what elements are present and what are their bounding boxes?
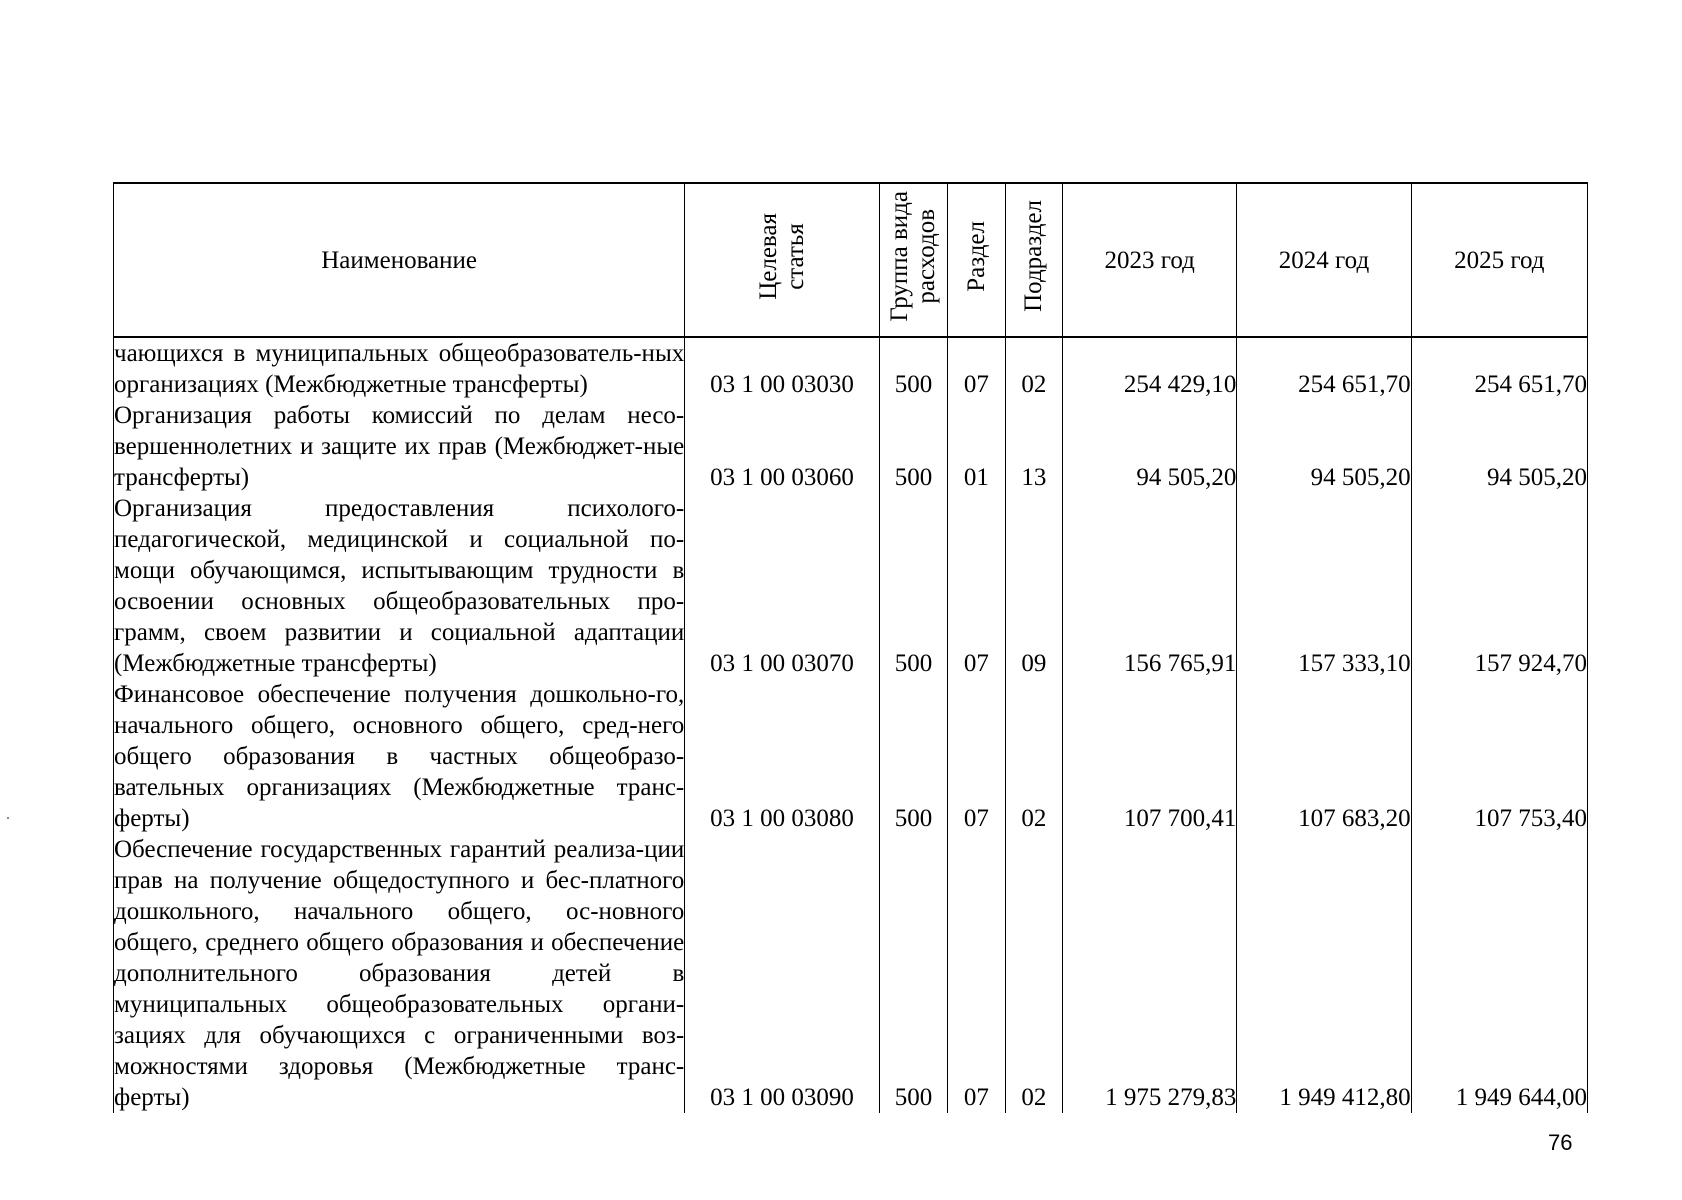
row-target-code: 03 1 00 03030 <box>685 337 879 400</box>
row-2024: 1 949 412,80 <box>1237 834 1411 1113</box>
row-target-code: 03 1 00 03070 <box>685 493 879 679</box>
row-subsection: 09 <box>1005 493 1062 679</box>
row-name: Обеспечение государственных гарантий реализа-ции прав на получение общедоступного и бес-платного дошкольного, начального общего, ос-новного общего, среднего общего образования и обеспечение дополнительного образования детей в муниципальных общеобразовательных органи-зациях для обучающихся с ограниченными воз-можностями здоровья (Межбюджетные транс-ферты) <box>114 836 685 1111</box>
row-2025: 1 949 644,00 <box>1411 834 1587 1113</box>
row-name: чающихся в муниципальных общеобразователь-ных организациях (Межбюджетные трансферты) <box>114 337 685 400</box>
row-2024: 157 333,10 <box>1237 493 1411 679</box>
header-target-label: Целевая статья <box>754 212 809 300</box>
header-subsection <box>1005 183 1062 337</box>
row-subsection: 02 <box>1005 679 1062 834</box>
row-2025: 107 753,40 <box>1411 679 1587 834</box>
scan-speck <box>7 817 9 819</box>
row-2023: 254 429,10 <box>1063 337 1237 400</box>
row-2025: 94 505,20 <box>1411 400 1587 493</box>
table-row <box>114 493 1588 679</box>
row-2024: 107 683,20 <box>1237 679 1411 834</box>
header-subsection-label: Подраздел <box>1020 200 1048 312</box>
header-group <box>879 183 948 337</box>
row-group: 500 <box>879 834 948 1113</box>
row-section: 07 <box>948 493 1005 679</box>
row-target-code: 03 1 00 03080 <box>685 679 879 834</box>
row-section: 07 <box>948 337 1005 400</box>
row-target-code: 03 1 00 03060 <box>685 400 879 493</box>
row-group: 500 <box>879 337 948 400</box>
row-section: 01 <box>948 400 1005 493</box>
header-name-label: Наименование <box>321 246 477 274</box>
row-2023: 94 505,20 <box>1063 400 1237 493</box>
header-target <box>685 183 879 337</box>
row-2024: 254 651,70 <box>1237 337 1411 400</box>
row-name: Финансовое обеспечение получения дошкольно-го, начального общего, основного общего, сред-него общего образования в частных общеобразо-вательных организациях (Межбюджетные транс-ферты) <box>114 681 685 832</box>
table-row <box>114 834 1588 1113</box>
row-target-code: 03 1 00 03090 <box>685 834 879 1113</box>
row-subsection: 13 <box>1005 400 1062 493</box>
table-row <box>114 679 1588 834</box>
row-2023: 107 700,41 <box>1063 679 1237 834</box>
row-group: 500 <box>879 493 948 679</box>
row-group: 500 <box>879 400 948 493</box>
table-header <box>114 183 1588 337</box>
row-2023: 1 975 279,83 <box>1063 834 1237 1113</box>
table-row <box>114 337 1588 400</box>
header-name <box>114 183 685 337</box>
header-2023 <box>1063 183 1237 337</box>
row-section: 07 <box>948 679 1005 834</box>
row-subsection: 02 <box>1005 337 1062 400</box>
table-row <box>114 400 1588 493</box>
row-name: Организация предоставления психолого-педагогической, медицинской и социальной по-мощи обучающимся, испытывающим трудности в освоении основных общеобразовательных про-грамм, своем развитии и социальной адаптации (Межбюджетные трансферты) <box>114 495 685 677</box>
budget-table <box>113 182 1588 1113</box>
table-body <box>114 337 1588 1113</box>
header-section-label: Раздел <box>962 220 990 292</box>
row-2023: 156 765,91 <box>1063 493 1237 679</box>
row-2025: 157 924,70 <box>1411 493 1587 679</box>
row-subsection: 02 <box>1005 834 1062 1113</box>
row-section: 07 <box>948 834 1005 1113</box>
row-2025: 254 651,70 <box>1411 337 1587 400</box>
header-2024-label: 2024 год <box>1278 246 1370 274</box>
header-section <box>948 183 1005 337</box>
header-2025 <box>1411 183 1587 337</box>
row-group: 500 <box>879 679 948 834</box>
header-2023-label: 2023 год <box>1104 246 1195 274</box>
header-group-label: Группа вида расходов <box>886 190 941 322</box>
row-2024: 94 505,20 <box>1237 400 1411 493</box>
header-2024 <box>1237 183 1411 337</box>
row-name: Организация работы комиссий по делам несо-вершеннолетних и защите их прав (Межбюджет-ные трансферты) <box>114 402 685 491</box>
header-2025-label: 2025 год <box>1454 246 1545 274</box>
page-number: 76 <box>1548 1130 1573 1155</box>
